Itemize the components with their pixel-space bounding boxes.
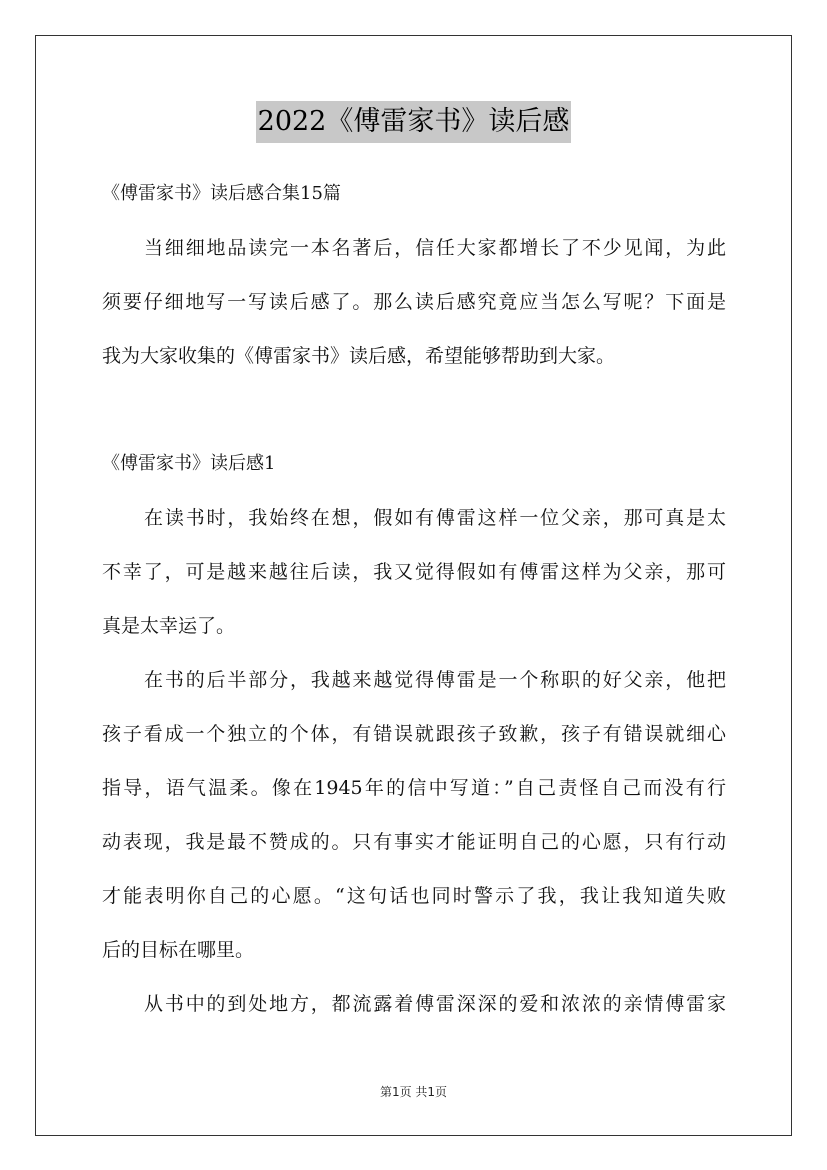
para1-line-1: 在读书时，我始终在想，假如有傅雷这样一位父亲，那可真是太 bbox=[144, 507, 726, 529]
para2-line-4: 动表现，我是最不赞成的。只有事实才能证明自己的心愿，只有行动 bbox=[102, 831, 726, 853]
para2-line-6: 后的目标在哪里。 bbox=[102, 939, 255, 961]
para2-line-5: 才能表明你自己的心愿。“这句话也同时警示了我，我让我知道失败 bbox=[102, 885, 726, 907]
section-heading: 《傅雷家书》读后感1 bbox=[102, 453, 276, 474]
title-container bbox=[0, 101, 827, 143]
intro-line-2: 须要仔细地写一写读后感了。那么读后感究竟应当怎么写呢？下面是 bbox=[102, 291, 726, 313]
para2-line-1: 在书的后半部分，我越来越觉得傅雷是一个称职的好父亲，他把 bbox=[144, 669, 726, 691]
para2-line-2: 孩子看成一个独立的个体，有错误就跟孩子致歉，孩子有错误就细心 bbox=[102, 723, 726, 745]
para2-line-3: 指导，语气温柔。像在1945年的信中写道：”自己责怪自己而没有行 bbox=[102, 777, 726, 799]
page-footer: 第1页 共1页 bbox=[379, 1085, 448, 1099]
para1-line-2: 不幸了，可是越来越往后读，我又觉得假如有傅雷这样为父亲，那可 bbox=[102, 561, 726, 583]
para1-line-3: 真是太幸运了。 bbox=[102, 615, 236, 637]
intro-line-3: 我为大家收集的《傅雷家书》读后感，希望能够帮助到大家。 bbox=[102, 345, 616, 367]
document-subtitle: 《傅雷家书》读后感合集15篇 bbox=[102, 183, 341, 204]
para3-line-1: 从书中的到处地方，都流露着傅雷深深的爱和浓浓的亲情傅雷家 bbox=[144, 993, 726, 1015]
document-title: 2022《傅雷家书》读后感 bbox=[256, 101, 572, 143]
intro-line-1: 当细细地品读完一本名著后，信任大家都增长了不少见闻，为此 bbox=[144, 237, 726, 259]
